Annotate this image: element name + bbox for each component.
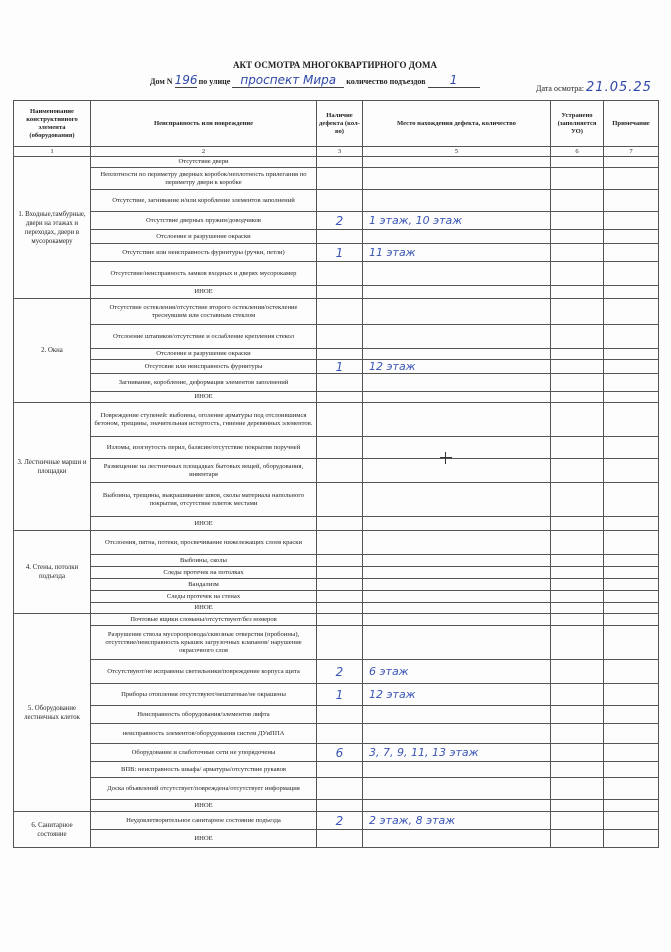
col-number: 6 bbox=[551, 147, 604, 157]
place-cell[interactable]: 12 этаж bbox=[363, 684, 551, 706]
defect-cell: Отслоение штапиков/отсутствие и ослабление крепления стекол bbox=[91, 325, 317, 349]
fixed-cell[interactable] bbox=[551, 299, 604, 325]
table-row bbox=[14, 517, 659, 531]
defect-cell: Почтовые ящики сломаны/отсутствуют/без номеров bbox=[91, 614, 317, 626]
note-cell[interactable] bbox=[604, 660, 659, 684]
table-row bbox=[14, 812, 659, 830]
table-row bbox=[14, 157, 659, 168]
count-cell[interactable] bbox=[317, 459, 363, 483]
defect-cell: Неудовлетворительное санитарное состояние подъезда bbox=[91, 812, 317, 830]
note-cell[interactable] bbox=[604, 212, 659, 230]
col-number: 5 bbox=[363, 147, 551, 157]
count-cell[interactable] bbox=[317, 299, 363, 325]
count-cell[interactable] bbox=[317, 403, 363, 437]
col-header-count: Наличие дефекта (кол-во) bbox=[317, 101, 363, 147]
place-cell[interactable] bbox=[363, 778, 551, 800]
table-header-row bbox=[14, 101, 659, 147]
defect-cell: Неисправность оборудования/элементов лифта bbox=[91, 706, 317, 724]
note-cell[interactable] bbox=[604, 567, 659, 579]
table-row bbox=[14, 531, 659, 555]
fixed-cell[interactable] bbox=[551, 349, 604, 360]
count-cell[interactable] bbox=[317, 626, 363, 660]
entrances-label: количество подъездов bbox=[346, 77, 426, 86]
defect-cell: Отслоение и разрушение окраски bbox=[91, 230, 317, 244]
fixed-cell[interactable] bbox=[551, 778, 604, 800]
note-cell[interactable] bbox=[604, 684, 659, 706]
place-cell[interactable] bbox=[363, 724, 551, 744]
count-cell[interactable] bbox=[317, 579, 363, 591]
table-row bbox=[14, 168, 659, 190]
table-row bbox=[14, 360, 659, 374]
fixed-cell[interactable] bbox=[551, 325, 604, 349]
element-name-cell: 2. Окна bbox=[14, 299, 91, 403]
col-header-note: Примечание bbox=[604, 101, 659, 147]
place-cell[interactable] bbox=[363, 555, 551, 567]
element-name-cell: 1. Входные,тамбурные, двери на этажах и переходах, двери в мусорокамеру bbox=[14, 157, 91, 299]
place-cell[interactable] bbox=[363, 531, 551, 555]
entrances-field[interactable]: 1 bbox=[428, 73, 480, 88]
table-row bbox=[14, 555, 659, 567]
place-cell[interactable] bbox=[363, 403, 551, 437]
place-cell[interactable] bbox=[363, 483, 551, 517]
table-row bbox=[14, 800, 659, 812]
count-cell[interactable] bbox=[317, 483, 363, 517]
place-cell[interactable] bbox=[363, 830, 551, 848]
table-row bbox=[14, 706, 659, 724]
house-label: Дом N bbox=[150, 77, 173, 86]
fixed-cell[interactable] bbox=[551, 437, 604, 459]
note-cell[interactable] bbox=[604, 349, 659, 360]
place-cell[interactable]: 6 этаж bbox=[363, 660, 551, 684]
defect-cell: ИНОЕ bbox=[91, 286, 317, 299]
note-cell[interactable] bbox=[604, 830, 659, 848]
col-number: 7 bbox=[604, 147, 659, 157]
table-row bbox=[14, 483, 659, 517]
table-row bbox=[14, 286, 659, 299]
fixed-cell[interactable] bbox=[551, 684, 604, 706]
place-cell[interactable] bbox=[363, 579, 551, 591]
note-cell[interactable] bbox=[604, 591, 659, 603]
count-cell[interactable] bbox=[317, 762, 363, 778]
table-row bbox=[14, 374, 659, 392]
count-cell[interactable]: 2 bbox=[317, 212, 363, 230]
note-cell[interactable] bbox=[604, 724, 659, 744]
table-row bbox=[14, 591, 659, 603]
note-cell[interactable] bbox=[604, 614, 659, 626]
count-cell[interactable] bbox=[317, 830, 363, 848]
place-cell[interactable] bbox=[363, 299, 551, 325]
place-cell[interactable] bbox=[363, 459, 551, 483]
table-row bbox=[14, 190, 659, 212]
note-cell[interactable] bbox=[604, 800, 659, 812]
col-header-fixed: Устранено (заполняется УО) bbox=[551, 101, 604, 147]
element-name-cell: 4. Стены, потолки подъезда bbox=[14, 531, 91, 614]
count-cell[interactable]: 1 bbox=[317, 684, 363, 706]
table-row bbox=[14, 660, 659, 684]
col-number: 2 bbox=[91, 147, 317, 157]
table-row bbox=[14, 325, 659, 349]
count-cell[interactable] bbox=[317, 603, 363, 614]
note-cell[interactable] bbox=[604, 230, 659, 244]
count-cell[interactable]: 1 bbox=[317, 360, 363, 374]
count-cell[interactable] bbox=[317, 262, 363, 286]
place-cell[interactable] bbox=[363, 706, 551, 724]
street-label: по улице bbox=[198, 77, 231, 86]
fixed-cell[interactable] bbox=[551, 603, 604, 614]
defect-cell: Изломы, изогнутость перил, балясин/отсутствие покрытия поручней bbox=[91, 437, 317, 459]
column-number-row bbox=[14, 147, 659, 157]
place-cell[interactable] bbox=[363, 262, 551, 286]
count-cell[interactable] bbox=[317, 555, 363, 567]
table-row bbox=[14, 212, 659, 230]
note-cell[interactable] bbox=[604, 190, 659, 212]
count-cell[interactable] bbox=[317, 157, 363, 168]
fixed-cell[interactable] bbox=[551, 403, 604, 437]
note-cell[interactable] bbox=[604, 168, 659, 190]
defect-cell: Размещение на лестничных площадках бытовых вещей, оборудования, инвентаря bbox=[91, 459, 317, 483]
fixed-cell[interactable] bbox=[551, 614, 604, 626]
count-cell[interactable] bbox=[317, 778, 363, 800]
count-cell[interactable] bbox=[317, 190, 363, 212]
defect-cell: Выбоины, трещины, выкрашивание швов, сколы материала напольного покрытия, отсутствие плиток местами bbox=[91, 483, 317, 517]
fixed-cell[interactable] bbox=[551, 567, 604, 579]
date-label: Дата осмотра: bbox=[536, 84, 585, 93]
defect-cell: Повреждение ступеней: выбоины, оголение арматуры под отслоившимся бетоном, трещины, значительная истертость, гниение деревянных элементов. bbox=[91, 403, 317, 437]
count-cell[interactable] bbox=[317, 230, 363, 244]
note-cell[interactable] bbox=[604, 603, 659, 614]
defect-cell: Неплотности по периметру дверных коробок/неплотность прилегания по периметру двери к коробке bbox=[91, 168, 317, 190]
place-cell[interactable] bbox=[363, 567, 551, 579]
note-cell[interactable] bbox=[604, 157, 659, 168]
defect-cell: Загнивание, коробление, деформация элементов заполнений bbox=[91, 374, 317, 392]
note-cell[interactable] bbox=[604, 744, 659, 762]
fixed-cell[interactable] bbox=[551, 286, 604, 299]
defect-cell: Отсутствие, загнивание и/или коробление элементов заполнений bbox=[91, 190, 317, 212]
fixed-cell[interactable] bbox=[551, 706, 604, 724]
element-name-cell: 5. Оборудование лестничных клеток bbox=[14, 614, 91, 812]
defect-cell: Отсутсвие или неисправность фурнитуры bbox=[91, 360, 317, 374]
note-cell[interactable] bbox=[604, 812, 659, 830]
place-cell[interactable] bbox=[363, 626, 551, 660]
place-cell[interactable] bbox=[363, 349, 551, 360]
place-cell[interactable]: 3, 7, 9, 11, 13 этаж bbox=[363, 744, 551, 762]
fixed-cell[interactable] bbox=[551, 800, 604, 812]
count-cell[interactable]: 2 bbox=[317, 660, 363, 684]
defect-cell: Отсутствие или неисправность фурнитуры (ручки, петли) bbox=[91, 244, 317, 262]
defect-cell: ВПВ: неисправность шкафа/ арматуры/отсутствие рукавов bbox=[91, 762, 317, 778]
inspection-table bbox=[13, 100, 659, 848]
place-cell[interactable] bbox=[363, 325, 551, 349]
table-row bbox=[14, 349, 659, 360]
table-row bbox=[14, 392, 659, 403]
table-row bbox=[14, 299, 659, 325]
note-cell[interactable] bbox=[604, 403, 659, 437]
note-cell[interactable] bbox=[604, 706, 659, 724]
count-cell[interactable] bbox=[317, 800, 363, 812]
fixed-cell[interactable] bbox=[551, 168, 604, 190]
count-cell[interactable]: 1 bbox=[317, 244, 363, 262]
place-cell[interactable] bbox=[363, 374, 551, 392]
count-cell[interactable] bbox=[317, 531, 363, 555]
note-cell[interactable] bbox=[604, 483, 659, 517]
fixed-cell[interactable] bbox=[551, 190, 604, 212]
table-row bbox=[14, 830, 659, 848]
count-cell[interactable] bbox=[317, 437, 363, 459]
col-header-defect: Неисправность или повреждение bbox=[91, 101, 317, 147]
fixed-cell[interactable] bbox=[551, 531, 604, 555]
fixed-cell[interactable] bbox=[551, 230, 604, 244]
defect-cell: Следы протечек на стенах bbox=[91, 591, 317, 603]
table-row bbox=[14, 762, 659, 778]
fixed-cell[interactable] bbox=[551, 762, 604, 778]
defect-cell: Вандализм bbox=[91, 579, 317, 591]
table-row bbox=[14, 567, 659, 579]
defect-cell: Доска объявлений отсутствует/повреждена/отсутствует информация bbox=[91, 778, 317, 800]
place-cell[interactable] bbox=[363, 517, 551, 531]
place-cell[interactable]: 12 этаж bbox=[363, 360, 551, 374]
table-row bbox=[14, 403, 659, 437]
defect-cell: ИНОЕ bbox=[91, 517, 317, 531]
count-cell[interactable] bbox=[317, 591, 363, 603]
col-number: 1 bbox=[14, 147, 91, 157]
note-cell[interactable] bbox=[604, 555, 659, 567]
defect-cell: Выбоины, сколы bbox=[91, 555, 317, 567]
place-cell[interactable] bbox=[363, 230, 551, 244]
fixed-cell[interactable] bbox=[551, 591, 604, 603]
fixed-cell[interactable] bbox=[551, 483, 604, 517]
count-cell[interactable] bbox=[317, 724, 363, 744]
note-cell[interactable] bbox=[604, 374, 659, 392]
note-cell[interactable] bbox=[604, 778, 659, 800]
table-row bbox=[14, 626, 659, 660]
fixed-cell[interactable] bbox=[551, 212, 604, 230]
note-cell[interactable] bbox=[604, 262, 659, 286]
defect-cell: Отсутствуют/не исправены светильники/повреждение корпуса щита bbox=[91, 660, 317, 684]
place-cell[interactable] bbox=[363, 286, 551, 299]
count-cell[interactable] bbox=[317, 168, 363, 190]
place-cell[interactable] bbox=[363, 157, 551, 168]
table-row bbox=[14, 684, 659, 706]
table-row bbox=[14, 614, 659, 626]
table-row bbox=[14, 744, 659, 762]
note-cell[interactable] bbox=[604, 286, 659, 299]
count-cell[interactable] bbox=[317, 325, 363, 349]
place-cell[interactable] bbox=[363, 603, 551, 614]
note-cell[interactable] bbox=[604, 392, 659, 403]
note-cell[interactable] bbox=[604, 299, 659, 325]
defect-cell: Приборы отопления отсутствуют/нештатные/не окрашены bbox=[91, 684, 317, 706]
place-cell[interactable]: 1 этаж, 10 этаж bbox=[363, 212, 551, 230]
defect-cell: Отслоения, пятна, потеки, просвечивание нижележащих слоев краски bbox=[91, 531, 317, 555]
fixed-cell[interactable] bbox=[551, 555, 604, 567]
defect-cell: Отсутствие дверных пружин/доводчиков bbox=[91, 212, 317, 230]
count-cell[interactable] bbox=[317, 374, 363, 392]
place-cell[interactable] bbox=[363, 392, 551, 403]
defect-cell: Следы протечек на потолках bbox=[91, 567, 317, 579]
defect-cell: Оборудование и слаботочные сети не упорядочены bbox=[91, 744, 317, 762]
element-name-cell: 3. Лестничные марши и площадки bbox=[14, 403, 91, 531]
fixed-cell[interactable] bbox=[551, 744, 604, 762]
table-row bbox=[14, 230, 659, 244]
count-cell[interactable] bbox=[317, 286, 363, 299]
count-cell[interactable] bbox=[317, 567, 363, 579]
table-row bbox=[14, 459, 659, 483]
table-row bbox=[14, 262, 659, 286]
count-cell[interactable] bbox=[317, 517, 363, 531]
table-row bbox=[14, 724, 659, 744]
fixed-cell[interactable] bbox=[551, 724, 604, 744]
count-cell[interactable] bbox=[317, 349, 363, 360]
table-row bbox=[14, 244, 659, 262]
fixed-cell[interactable] bbox=[551, 660, 604, 684]
note-cell[interactable] bbox=[604, 437, 659, 459]
fixed-cell[interactable] bbox=[551, 157, 604, 168]
note-cell[interactable] bbox=[604, 360, 659, 374]
fixed-cell[interactable] bbox=[551, 812, 604, 830]
date-field[interactable]: 21.05.25 bbox=[586, 80, 652, 95]
table-row bbox=[14, 437, 659, 459]
fixed-cell[interactable] bbox=[551, 579, 604, 591]
count-cell[interactable] bbox=[317, 706, 363, 724]
place-cell[interactable] bbox=[363, 800, 551, 812]
table-row bbox=[14, 603, 659, 614]
fixed-cell[interactable] bbox=[551, 374, 604, 392]
place-cell[interactable]: 2 этаж, 8 этаж bbox=[363, 812, 551, 830]
count-cell[interactable] bbox=[317, 392, 363, 403]
note-cell[interactable] bbox=[604, 626, 659, 660]
place-cell[interactable] bbox=[363, 591, 551, 603]
note-cell[interactable] bbox=[604, 517, 659, 531]
table-row bbox=[14, 778, 659, 800]
place-cell[interactable]: 11 этаж bbox=[363, 244, 551, 262]
place-cell[interactable] bbox=[363, 614, 551, 626]
defect-cell: Отсутствие/неисправность замков входных и дверях мусорокамер bbox=[91, 262, 317, 286]
note-cell[interactable] bbox=[604, 579, 659, 591]
note-cell[interactable] bbox=[604, 531, 659, 555]
house-number-field[interactable]: 196 bbox=[174, 73, 198, 87]
street-field[interactable]: проспект Мира bbox=[232, 73, 344, 88]
place-cell[interactable] bbox=[363, 190, 551, 212]
col-number: 3 bbox=[317, 147, 363, 157]
defect-cell: ИНОЕ bbox=[91, 603, 317, 614]
defect-cell: неисправность элементов/оборудования систем ДУиППА bbox=[91, 724, 317, 744]
defect-cell: Разрушение ствола мусоропровода/сквозные отверстия (пробоины), отсутствие/неисправность крышек загрузочных клапанов/ нарушение окрасочного слоя bbox=[91, 626, 317, 660]
col-header-place: Место нахождения дефекта, количество bbox=[363, 101, 551, 147]
fixed-cell[interactable] bbox=[551, 459, 604, 483]
note-cell[interactable] bbox=[604, 325, 659, 349]
count-cell[interactable]: 2 bbox=[317, 812, 363, 830]
fixed-cell[interactable] bbox=[551, 262, 604, 286]
fixed-cell[interactable] bbox=[551, 392, 604, 403]
note-cell[interactable] bbox=[604, 762, 659, 778]
place-cell[interactable] bbox=[363, 437, 551, 459]
document-title: АКТ ОСМОТРА МНОГОКВАРТИРНОГО ДОМА bbox=[233, 60, 437, 70]
fixed-cell[interactable] bbox=[551, 626, 604, 660]
table-row bbox=[14, 579, 659, 591]
count-cell[interactable]: 6 bbox=[317, 744, 363, 762]
defect-cell: ИНОЕ bbox=[91, 830, 317, 848]
defect-cell: Отслоение и разрушение окраски bbox=[91, 349, 317, 360]
defect-cell: ИНОЕ bbox=[91, 392, 317, 403]
inspection-date bbox=[536, 80, 652, 95]
place-cell[interactable] bbox=[363, 762, 551, 778]
defect-cell: Отсутствие остекления/отсутствие второго остекления/остекление треснувшим или составным стеклом bbox=[91, 299, 317, 325]
note-cell[interactable] bbox=[604, 244, 659, 262]
cursor-crosshair-icon bbox=[440, 452, 452, 464]
count-cell[interactable] bbox=[317, 614, 363, 626]
fixed-cell[interactable] bbox=[551, 244, 604, 262]
col-header-element: Наименование конструктивного элемента (оборудования) bbox=[14, 101, 91, 147]
fixed-cell[interactable] bbox=[551, 830, 604, 848]
defect-cell: Отсутствие двери bbox=[91, 157, 317, 168]
element-name-cell: 6. Санитарное состояние bbox=[14, 812, 91, 848]
fixed-cell[interactable] bbox=[551, 517, 604, 531]
defect-cell: ИНОЕ bbox=[91, 800, 317, 812]
fixed-cell[interactable] bbox=[551, 360, 604, 374]
note-cell[interactable] bbox=[604, 459, 659, 483]
place-cell[interactable] bbox=[363, 168, 551, 190]
